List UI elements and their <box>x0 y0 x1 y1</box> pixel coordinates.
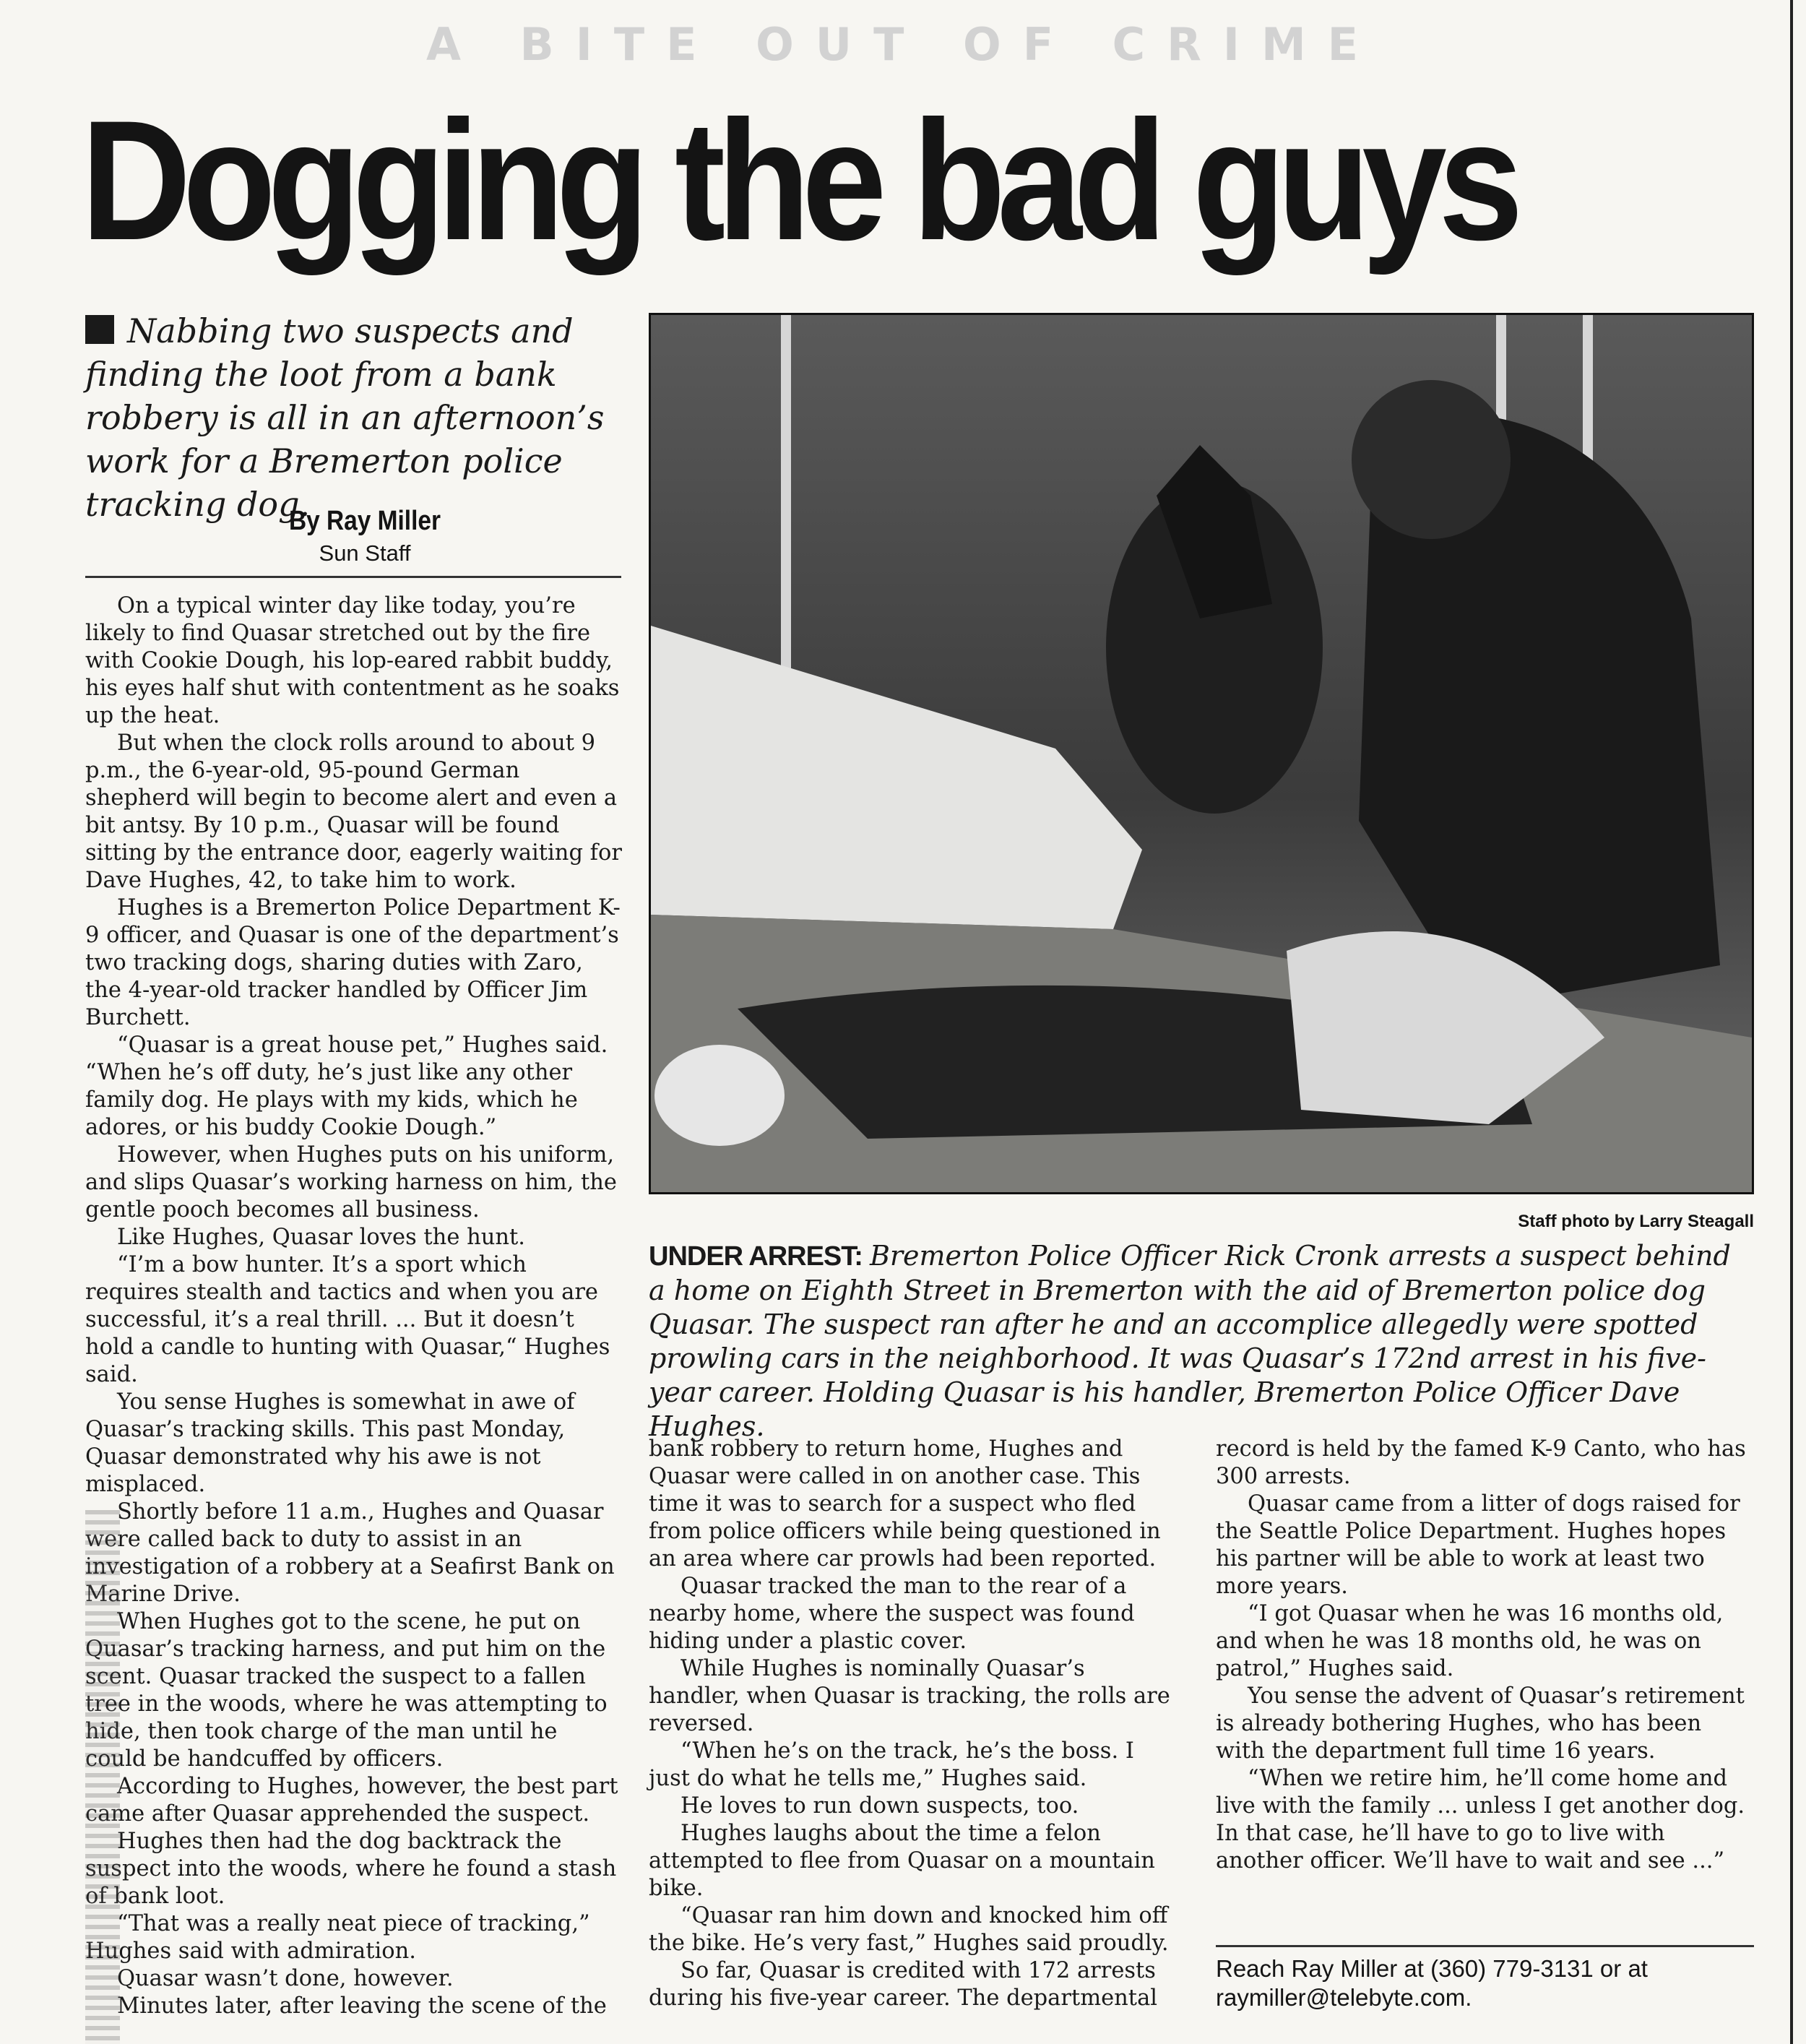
byline: By Ray Miller <box>288 506 441 536</box>
paragraph: “That was a really neat piece of tracking,” Hughes said with admiration. <box>85 1911 590 1964</box>
paragraph: Like Hughes, Quasar loves the hunt. <box>117 1225 525 1250</box>
paragraph: However, when Hughes puts on his uniform, and slips Quasar’s working harness on him, the gentle pooch becomes all business. <box>85 1142 617 1222</box>
paragraph: “When we retire him, he’ll come home and live with the family ... unless I get another dog. In that case, he’ll have to go to live with another officer. We’ll have to wait and see ...” <box>1216 1766 1745 1873</box>
author-contact <box>1216 1954 1754 2012</box>
paragraph: bank robbery to return home, Hughes and Quasar were called in on another case. This time it was to search for a suspect who fled from police officers while being questioned in an area where car prowls had been reported. <box>649 1436 1161 1571</box>
paragraph: Hughes then had the dog backtrack the suspect into the woods, where he found a stash of bank loot. <box>85 1829 617 1909</box>
article-column-3 <box>1216 1436 1754 1875</box>
contact-email: raymiller@telebyte.com. <box>1216 1984 1472 2011</box>
paragraph: You sense the advent of Quasar’s retirement is already bothering Hughes, who has been with the department full time 16 years. <box>1216 1683 1745 1764</box>
headline: Dogging the bad guys <box>81 85 1516 276</box>
page-edge <box>1790 0 1793 2044</box>
article-column-2 <box>649 1436 1172 2012</box>
paragraph: “When he’s on the track, he’s the boss. I just do what he tells me,” Hughes said. <box>649 1738 1134 1791</box>
paragraph: “Quasar is a great house pet,” Hughes said. “When he’s off duty, he’s just like any other family dog. He plays with my kids, which he adores, or his buddy Cookie Dough.” <box>85 1032 608 1140</box>
deck-bullet-icon <box>85 315 114 344</box>
paragraph: “I got Quasar when he was 16 months old, and when he was 18 months old, he was on patrol,” Hughes said. <box>1216 1601 1724 1681</box>
paragraph: Shortly before 11 a.m., Hughes and Quasar were called back to duty to assist in an investigation of a robbery at a Seafirst Bank on Marine Drive. <box>85 1499 615 1607</box>
paragraph: Hughes is a Bremerton Police Department K-9 officer, and Quasar is one of the department’s two tracking dogs, sharing duties with Zaro, the 4-year-old tracker handled by Officer Jim Burchett. <box>85 895 621 1030</box>
caption-text: Bremerton Police Officer Rick Cronk arrests a suspect behind a home on Eighth Street in Bremerton with the aid of Bremerton police dog Quasar. The suspect ran after he and an accomplice allegedly were spotted prowling cars in the neighborhood. It was Quasar’s 172nd arrest in his five-year career. Holding Quasar is his handler, Bremerton Police Officer Dave Hughes. <box>649 1240 1731 1442</box>
paragraph: You sense Hughes is somewhat in awe of Quasar’s tracking skills. This past Monday, Quasar demonstrated why his awe is not misplaced. <box>85 1389 575 1497</box>
scan-artifact <box>85 1510 120 2044</box>
paragraph: On a typical winter day like today, you’re likely to find Quasar stretched out by the fire with Cookie Dough, his lop-eared rabbit buddy, his eyes half shut with contentment as he soaks up the heat. <box>85 593 620 728</box>
news-photo <box>649 313 1754 1194</box>
photo-caption <box>649 1239 1754 1444</box>
paragraph: But when the clock rolls around to about 9 p.m., the 6-year-old, 95-pound German shepherd will begin to become alert and even a bit antsy. By 10 p.m., Quasar will be found sitting by the entrance door, eagerly waiting for Dave Hughes, 42, to take him to work. <box>85 730 622 893</box>
paragraph: Quasar wasn’t done, however. <box>117 1966 454 1991</box>
paragraph: record is held by the famed K-9 Canto, who has 300 arrests. <box>1216 1436 1746 1489</box>
paragraph: Quasar tracked the man to the rear of a nearby home, where the suspect was found hiding under a plastic cover. <box>649 1574 1135 1654</box>
paragraph: “Quasar ran him down and knocked him off the bike. He’s very fast,” Hughes said proudly. <box>649 1903 1169 1956</box>
byline-staff: Sun Staff <box>319 540 411 566</box>
photo-image <box>651 315 1752 1192</box>
paragraph: So far, Quasar is credited with 172 arrests during his five-year career. The departmental <box>649 1958 1158 2011</box>
paragraph: “I’m a bow hunter. It’s a sport which requires stealth and tactics and when you are successful, it’s a real thrill. ... But it doesn’t hold a candle to hunting with Quasar,“ Hughes said. <box>85 1252 610 1387</box>
paragraph: While Hughes is nominally Quasar’s handler, when Quasar is tracking, the rolls are reversed. <box>649 1656 1170 1736</box>
caption-label: UNDER ARREST: <box>649 1241 863 1272</box>
paragraph: According to Hughes, however, the best part came after Quasar apprehended the suspect. <box>85 1774 618 1827</box>
paragraph: Minutes later, after leaving the scene of the <box>117 1993 607 2019</box>
paragraph: Hughes laughs about the time a felon attempted to flee from Quasar on a mountain bike. <box>649 1821 1155 1901</box>
kicker-heading: A BITE OUT OF CRIME <box>425 18 1381 71</box>
paragraph: He loves to run down suspects, too. <box>681 1793 1079 1819</box>
paragraph: When Hughes got to the scene, he put on Quasar’s tracking harness, and put him on the scent. Quasar tracked the suspect to a fallen tree in the woods, where he was attempting to hide, then took charge of the man until he could be handcuffed by officers. <box>85 1609 608 1772</box>
deck <box>85 309 641 526</box>
paragraph: Quasar came from a litter of dogs raised for the Seattle Police Department. Hughes hopes his partner will be able to work at least two more years. <box>1216 1491 1740 1599</box>
deck-text: Nabbing two suspects and finding the loot from a bank robbery is all in an afternoon’s work for a Bremerton police tracking dog. <box>85 311 605 524</box>
article-column-1 <box>85 592 623 2020</box>
byline-rule <box>85 576 621 578</box>
photo-credit: Staff photo by Larry Steagall <box>1518 1212 1754 1231</box>
contact-line: Reach Ray Miller at (360) 779-3131 or at <box>1216 1955 1648 1982</box>
contact-rule <box>1216 1945 1754 1947</box>
